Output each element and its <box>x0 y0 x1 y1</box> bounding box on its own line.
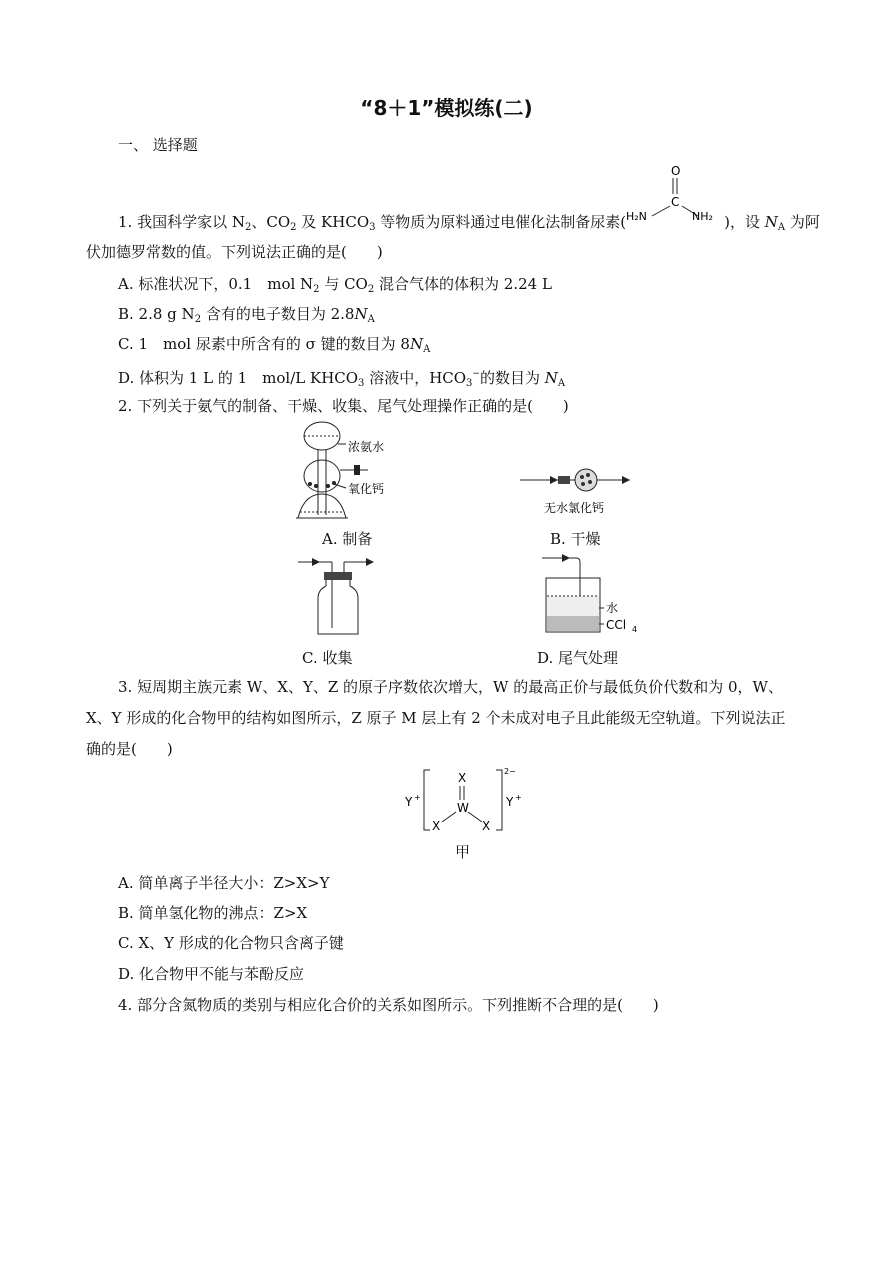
apparatus-c-collection <box>296 554 378 640</box>
urea-structure <box>622 160 726 228</box>
svg-text:浓氨水: 浓氨水 <box>348 440 385 454</box>
page-title: “8＋1”模拟练(二) <box>360 96 533 120</box>
svg-text:水: 水 <box>606 601 619 615</box>
q3-option-c: C. X、Y 形成的化合物只含离子键 <box>118 934 344 952</box>
svg-text:NH₂: NH₂ <box>692 210 713 223</box>
svg-text:2−: 2− <box>504 767 516 776</box>
q2-stem: 2. 下列关于氨气的制备、干燥、收集、尾气处理操作正确的是( ) <box>118 397 569 415</box>
svg-text:4: 4 <box>632 625 638 634</box>
apparatus-a-preparation <box>290 420 400 524</box>
svg-text:O: O <box>671 164 681 178</box>
svg-text:Y: Y <box>405 795 413 809</box>
svg-text:X: X <box>432 819 441 833</box>
svg-text:W: W <box>457 801 469 815</box>
q3-line1: 3. 短周期主族元素 W、X、Y、Z 的原子序数依次增大，W 的最高正价与最低负价代数和为 0，W、 <box>118 678 783 696</box>
svg-text:CCl: CCl <box>606 618 627 632</box>
q3-option-d: D. 化合物甲不能与苯酚反应 <box>118 965 305 983</box>
caption-a: A. 制备 <box>322 530 373 548</box>
svg-text:H₂N: H₂N <box>626 210 647 223</box>
svg-text:+: + <box>414 793 421 802</box>
apparatus-b-drying <box>518 466 636 518</box>
caption-d: D. 尾气处理 <box>537 649 619 667</box>
q3-line2: X、Y 形成的化合物甲的结构如图所示，Z 原子 M 层上有 2 个未成对电子且此能级无空轨道。下列说法正 <box>86 709 786 727</box>
q3-option-b: B. 简单氢化物的沸点：Z>X <box>118 904 308 922</box>
q1-option-d: D. 体积为 1 L 的 1 mol/L $KHCO_3$ 溶液中，$HCO_3^-$的数目为 $N_A$ <box>118 369 566 389</box>
q1-option-b: B. 2.8 g $N_2$ 含有的电子数目为 $2.8N_A$ <box>118 305 375 325</box>
caption-jia: 甲 <box>455 843 471 861</box>
section-heading: 一、 选择题 <box>118 136 198 154</box>
compound-jia-structure <box>400 764 524 836</box>
svg-text:无水氯化钙: 无水氯化钙 <box>544 501 605 515</box>
q1-line2: 伏加德罗常数的值。下列说法正确的是( ) <box>86 243 383 261</box>
q3-option-a: A. 简单离子半径大小：Z>X>Y <box>118 874 330 892</box>
apparatus-d-tail-gas <box>540 552 640 640</box>
svg-text:Y: Y <box>506 795 514 809</box>
q4-stem: 4. 部分含氮物质的类别与相应化合价的关系如图所示。下列推断不合理的是( ) <box>118 996 659 1014</box>
q1-option-a: A. 标准状况下，0.1 mol $N_2$ 与 $CO_2$ 混合气体的体积为 2.24 L <box>118 275 552 295</box>
q1-line1: 1. 我国科学家以 $N_2$、$CO_2$ 及 $KHCO_3$ 等物质为原料通过电催化法制备尿素( )，设 $N_A$ 为阿 <box>118 213 820 233</box>
q3-line3: 确的是( ) <box>86 740 173 758</box>
svg-text:氧化钙: 氧化钙 <box>348 482 385 496</box>
svg-text:X: X <box>482 819 491 833</box>
svg-text:C: C <box>671 195 680 209</box>
svg-text:X: X <box>458 771 467 785</box>
svg-text:+: + <box>515 793 522 802</box>
caption-b: B. 干燥 <box>550 530 601 548</box>
caption-c: C. 收集 <box>302 649 353 667</box>
q1-option-c: C. 1 mol 尿素中所含有的 σ 键的数目为 $8N_A$ <box>118 335 431 355</box>
